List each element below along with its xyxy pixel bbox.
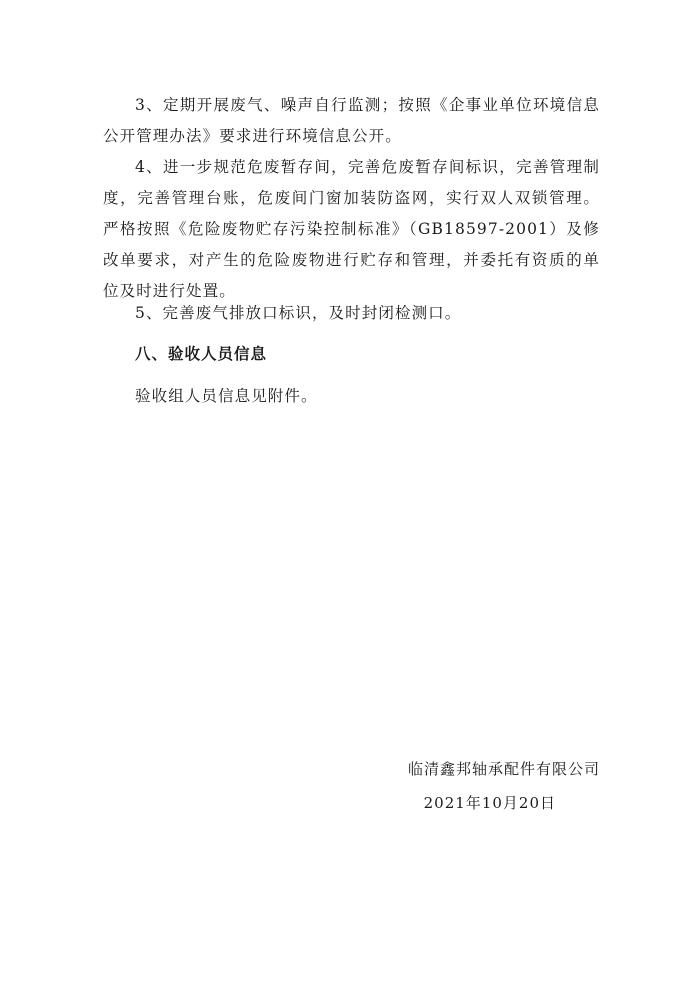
section-text: 验收组人员信息见附件。 [135, 387, 318, 405]
signature-company: 临清鑫邦轴承配件有限公司 [407, 760, 600, 778]
paragraph-item-3: 3、定期开展废气、噪声自行监测；按照《企事业单位环境信息公开管理办法》要求进行环境信息公开。 [103, 96, 600, 145]
signature-date: 2021年10月20日 [423, 794, 556, 812]
paragraph-item-5: 5、完善废气排放口标识，及时封闭检测口。 [135, 304, 462, 322]
paragraph-item-4: 4、进一步规范危废暂存间，完善危废暂存间标识，完善管理制度，完善管理台账，危废间门窗加装防盗网，实行双人双锁管理。严格按照《危险废物贮存污染控制标准》（GB18597-2001）及修改单要求，对产生的危险废物进行贮存和管理，并委托有资质的单位及时进行处置。 [103, 158, 600, 300]
section-heading: 八、验收人员信息 [135, 345, 268, 363]
